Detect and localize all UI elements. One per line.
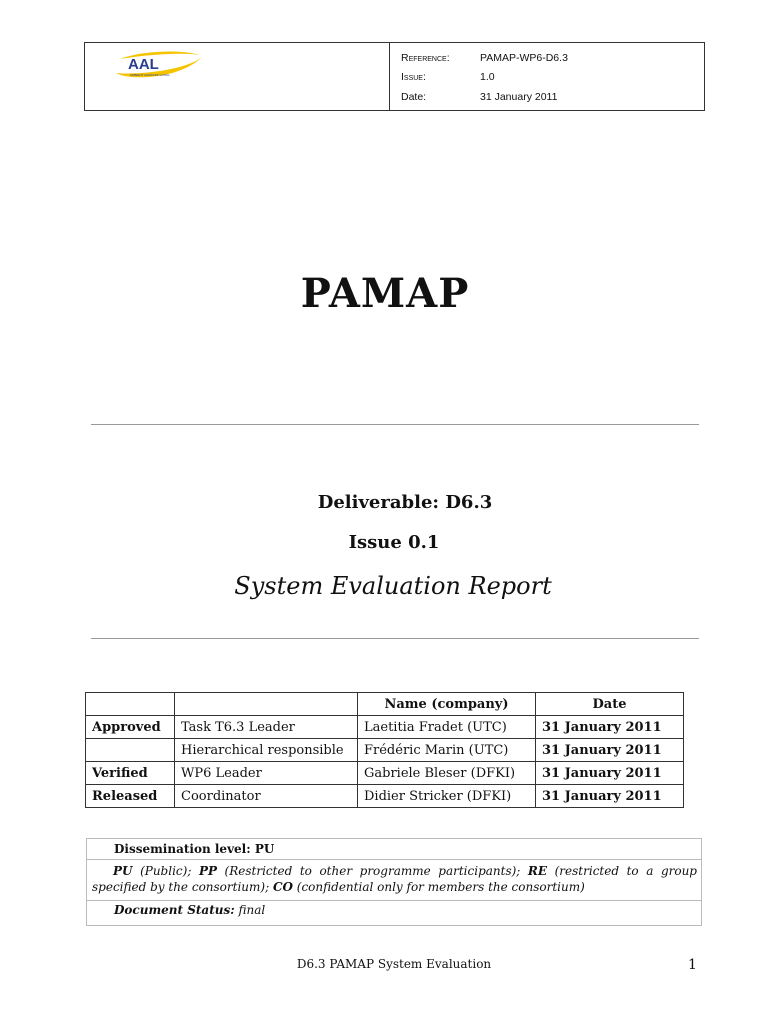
role-cell: Coordinator (175, 785, 358, 808)
date-value: 31 January 2011 (480, 91, 558, 103)
dissemination-box (86, 838, 702, 926)
date-cell: 31 January 2011 (536, 739, 684, 762)
table-header-row (86, 693, 684, 716)
role-cell: WP6 Leader (175, 762, 358, 785)
pu-desc: (Public); (132, 864, 199, 878)
header-cell-date: Date (536, 693, 684, 716)
pu-code: PU (113, 864, 133, 878)
document-header (84, 42, 705, 111)
footer-text: D6.3 PAMAP System Evaluation (296, 957, 492, 971)
name-cell: Gabriele Bleser (DFKI) (358, 762, 536, 785)
status-cell (86, 739, 175, 762)
reference-label: Reference: (401, 52, 450, 64)
status-label: Document Status: (114, 903, 235, 917)
re-desc: (restricted to a group specified by the consortium); (92, 864, 697, 894)
date-cell: 31 January 2011 (536, 716, 684, 739)
table-row (86, 716, 684, 739)
page-number: 1 (688, 957, 697, 973)
approval-table (85, 692, 684, 808)
name-cell: Laetitia Fradet (UTC) (358, 716, 536, 739)
co-desc: (confidential only for members the consortium) (292, 880, 585, 894)
pp-code: PP (198, 864, 217, 878)
dissemination-legend (92, 863, 697, 895)
table-row (86, 762, 684, 785)
deliverable-label: Deliverable: D6.3 (317, 492, 493, 513)
status-cell: Approved (86, 716, 175, 739)
date-cell: 31 January 2011 (536, 762, 684, 785)
date-label: Date: (401, 91, 427, 103)
role-cell: Task T6.3 Leader (175, 716, 358, 739)
header-cell-name: Name (company) (358, 693, 536, 716)
dissemination-level: Dissemination level: PU (114, 842, 275, 856)
divider (87, 859, 701, 860)
issue-value: 1.0 (480, 71, 495, 83)
issue-label: Issue: (401, 71, 426, 83)
header-cell (86, 693, 175, 716)
status-value: final (234, 903, 266, 917)
document-title: PAMAP (300, 270, 470, 317)
divider-top (91, 424, 699, 425)
date-cell: 31 January 2011 (536, 785, 684, 808)
status-cell: Released (86, 785, 175, 808)
document-status (114, 903, 265, 917)
logo-text: AAL (128, 56, 159, 73)
aal-logo (110, 49, 205, 81)
role-cell: Hierarchical responsible (175, 739, 358, 762)
logo-cell (85, 43, 390, 110)
report-subtitle: System Evaluation Report (234, 572, 552, 600)
name-cell: Frédéric Marin (UTC) (358, 739, 536, 762)
reference-value: PAMAP-WP6-D6.3 (480, 52, 568, 64)
table-row (86, 739, 684, 762)
divider (87, 900, 701, 901)
co-code: CO (272, 880, 293, 894)
status-cell: Verified (86, 762, 175, 785)
logo-subtext: AMBIENT ASSISTED LIVING (130, 73, 170, 77)
divider-bottom (91, 638, 699, 639)
name-cell: Didier Stricker (DFKI) (358, 785, 536, 808)
table-row (86, 785, 684, 808)
issue-label: Issue 0.1 (348, 532, 440, 553)
pp-desc: (Restricted to other programme participants); (216, 864, 528, 878)
re-code: RE (527, 864, 548, 878)
header-cell (175, 693, 358, 716)
